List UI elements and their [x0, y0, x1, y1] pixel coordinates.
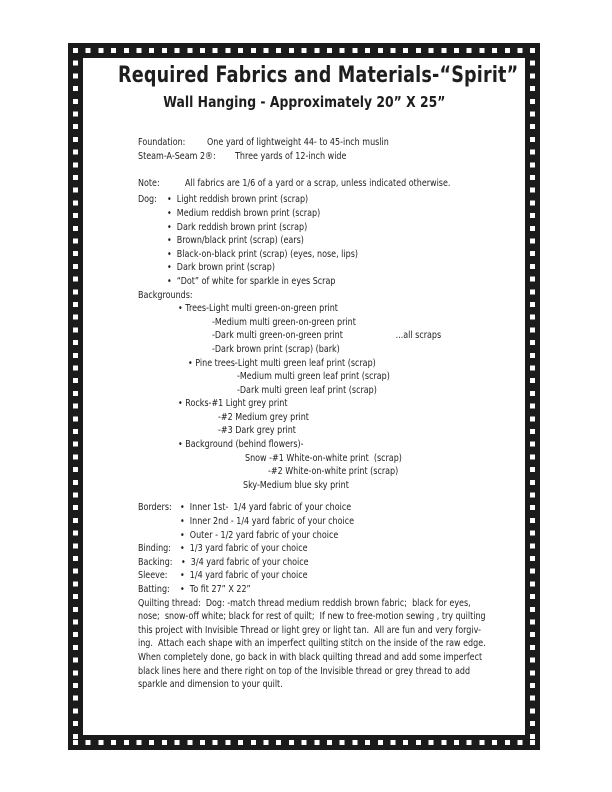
- list-item: -Medium multi green-on-green print: [212, 316, 356, 328]
- note-value: All fabrics are 1/6 of a yard or a scrap, unless indicated otherwise.: [185, 177, 451, 189]
- dog-section: [138, 193, 540, 288]
- page-title-text: Required Fabrics and Materials-“Spirit”: [118, 63, 519, 88]
- backgrounds-section: [138, 289, 540, 493]
- list-item: -Dark brown print (scrap) (bark): [212, 343, 340, 355]
- sleeve-label: Sleeve:: [138, 570, 168, 582]
- list-item: • Brown/black print (scrap) (ears): [167, 235, 304, 247]
- border-dots-top: [73, 48, 535, 53]
- note-label: Note:: [138, 177, 160, 189]
- paragraph-line: ing. Attach each shape with an imperfect quilting stitch on the inside of the raw edge.: [138, 638, 486, 650]
- paragraph-line: black lines here and there right on top of the Invisible thread or grey thread to add: [138, 665, 471, 677]
- foundation-label: Foundation:: [138, 137, 186, 148]
- list-item: • Trees-Light multi green-on-green print: [178, 303, 338, 315]
- page-subtitle: [68, 93, 540, 111]
- paragraph-line: nose; snow-off white; black for rest of quilt; If new to free-motion sewing , try quilting: [138, 611, 486, 623]
- list-item: Snow -#1 White-on-white print (scrap): [245, 452, 402, 464]
- list-item: • Dark brown print (scrap): [167, 262, 275, 274]
- list-item: -Dark multi green-on-green print ...all scraps: [212, 330, 442, 342]
- backgrounds-label: Backgrounds:: [138, 289, 193, 301]
- border-dots-left: [73, 48, 78, 745]
- list-item: • “Dot” of white for sparkle in eyes Scrap: [167, 275, 336, 287]
- list-item: • Medium reddish brown print (scrap): [167, 207, 321, 219]
- list-item: • Black-on-black print (scrap) (eyes, nose, lips): [167, 248, 358, 260]
- backing-label: Backing:: [138, 556, 173, 568]
- list-item: -Medium multi green leaf print (scrap): [237, 371, 390, 383]
- border-dots-bottom: [73, 740, 535, 745]
- list-item: • Rocks-#1 Light grey print: [178, 398, 288, 410]
- foundation-row: [138, 136, 540, 150]
- borders-label: Borders:: [138, 502, 172, 514]
- list-item: -#3 Dark grey print: [218, 425, 296, 437]
- paragraph-line: Quilting thread: Dog: -match thread medium reddish brown fabric; black for eyes,: [138, 597, 471, 609]
- list-item: -Dark multi green leaf print (scrap): [237, 384, 377, 396]
- list-item: • Inner 1st- 1/4 yard fabric of your choice: [180, 502, 352, 514]
- foundation-value: One yard of lightweight 44- to 45-inch muslin: [207, 137, 389, 148]
- steam-a-seam-row: [138, 150, 540, 164]
- list-item: • Outer - 1/2 yard fabric of your choice: [180, 529, 339, 541]
- note-row: [138, 177, 540, 191]
- borders-items: [180, 501, 540, 542]
- page-title: [68, 63, 540, 88]
- list-item: -#2 Medium grey print: [218, 411, 309, 423]
- materials-list: [138, 136, 540, 692]
- batting-label: Batting:: [138, 584, 170, 595]
- dog-label: Dog:: [138, 194, 157, 206]
- binding-label: Binding:: [138, 543, 171, 555]
- steam-a-seam-label: Steam-A-Seam 2®:: [138, 150, 216, 162]
- all-scraps-note: ...all scraps: [395, 330, 442, 342]
- steam-a-seam-value: Three yards of 12-inch wide: [235, 150, 347, 162]
- sleeve-row: Sleeve: • 1/4 yard fabric of your choice: [138, 570, 308, 582]
- borders-section: [138, 501, 540, 542]
- binding-row: Binding: • 1/3 yard fabric of your choice: [138, 543, 308, 555]
- list-item: -#2 White-on-white print (scrap): [268, 466, 399, 478]
- page-subtitle-text: Wall Hanging - Approximately 20” X 25”: [162, 93, 446, 111]
- batting-row: Batting: • To fit 27” X 22”: [138, 584, 251, 595]
- quilting-thread-paragraph: [138, 597, 540, 692]
- list-item: • Pine trees-Light multi green leaf print (scrap): [188, 357, 376, 369]
- paragraph-line: sparkle and dimension to your quilt.: [138, 679, 283, 691]
- paragraph-line: this project with Invisible Thread or light grey or light tan. All are fun and very forgiv-: [138, 624, 481, 636]
- backing-row: Backing: • 3/4 yard fabric of your choice: [138, 556, 309, 568]
- list-item: Sky-Medium blue sky print: [243, 479, 349, 491]
- list-item: • Dark reddish brown print (scrap): [167, 221, 308, 233]
- dog-items: [167, 193, 540, 288]
- paragraph-line: When completely done, go back in with black quilting thread and add some imperfect: [138, 651, 483, 663]
- list-item: • Light reddish brown print (scrap): [167, 194, 309, 206]
- list-item: • Inner 2nd - 1/4 yard fabric of your choice: [180, 516, 355, 528]
- list-item: • Background (behind flowers)-: [178, 439, 304, 451]
